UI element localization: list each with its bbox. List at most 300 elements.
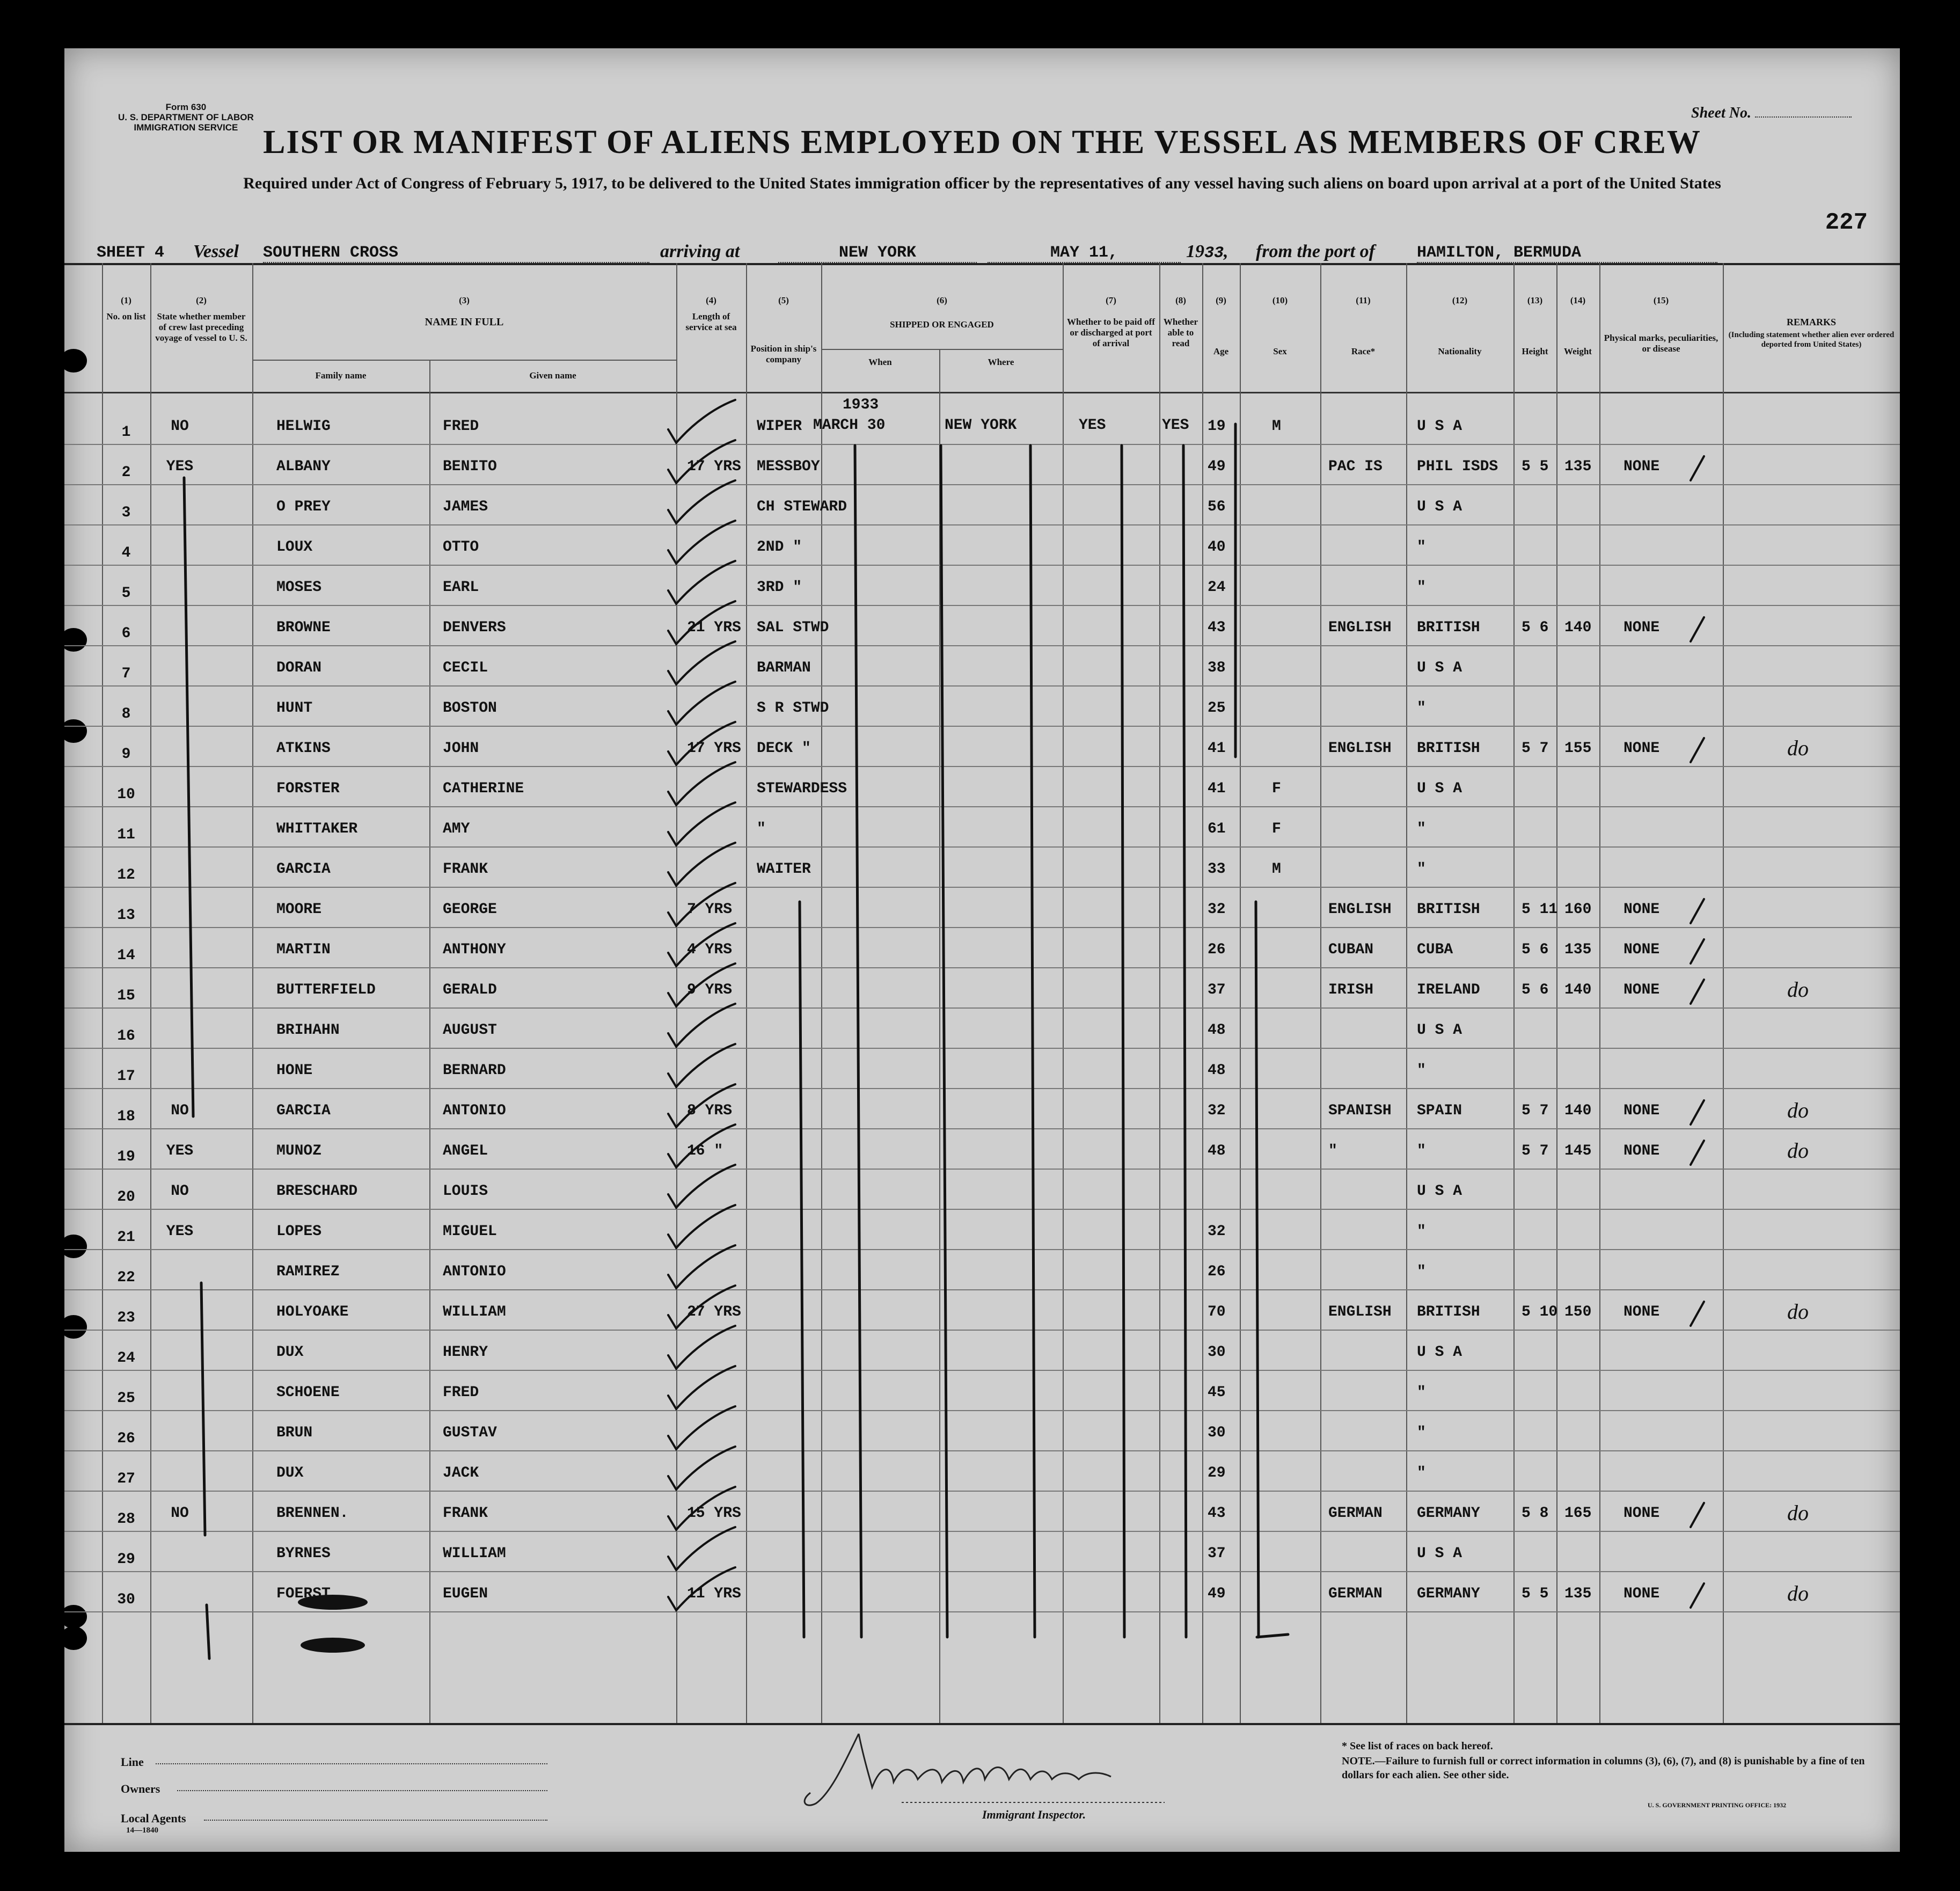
family-name-cell: DUX (276, 1465, 304, 1481)
agents-field (204, 1820, 547, 1821)
height-cell: 5 7 (1522, 1143, 1549, 1159)
prev-voyage-cell: NO (171, 418, 189, 435)
row-number: 20 (117, 1189, 135, 1206)
row-number: 30 (117, 1591, 135, 1608)
vessel-name: SOUTHERN CROSS (263, 244, 649, 263)
race-cell: SPANISH (1328, 1103, 1392, 1119)
position-cell: BARMAN (757, 660, 811, 676)
marks-cell: NONE (1623, 1143, 1660, 1159)
position-cell: 2ND " (757, 539, 802, 556)
slash-mark (1691, 899, 1704, 923)
nationality-cell: " (1417, 1143, 1426, 1159)
nationality-cell: " (1417, 1223, 1426, 1240)
given-name-cell: HENRY (443, 1344, 488, 1361)
slash-mark (1691, 1503, 1704, 1527)
slash-mark (1691, 617, 1704, 641)
row-number: 13 (117, 907, 135, 924)
check-mark (668, 1004, 735, 1047)
age-cell: 48 (1208, 1143, 1226, 1159)
service-cell: 17 YRS (687, 458, 741, 475)
check-mark (668, 641, 735, 684)
agents-label: Local Agents (121, 1812, 186, 1825)
check-mark (668, 561, 735, 604)
age-cell: 48 (1208, 1062, 1226, 1079)
position-cell: WIPER (757, 418, 802, 435)
col-header-remarks: REMARKS (1786, 317, 1836, 327)
age-cell: 32 (1208, 1223, 1226, 1240)
service-cell: 27 YRS (687, 1304, 741, 1320)
age-cell: 41 (1208, 740, 1226, 757)
sex-cell: F (1272, 780, 1281, 797)
col-header-marks: Physical marks, peculiarities, or disease (1604, 333, 1718, 354)
slash-mark (1691, 1302, 1704, 1326)
height-cell: 5 6 (1522, 619, 1549, 636)
col-header-where: Where (988, 357, 1014, 367)
height-cell: 5 7 (1522, 1103, 1549, 1119)
age-cell: 45 (1208, 1384, 1226, 1401)
family-name-cell: ALBANY (276, 458, 331, 475)
nationality-cell: U S A (1417, 1183, 1462, 1200)
owners-label: Owners (121, 1782, 160, 1795)
sex-cell: F (1272, 821, 1281, 837)
marks-cell: NONE (1623, 1505, 1660, 1522)
col-header-weight: Weight (1564, 346, 1592, 356)
nationality-cell: BRITISH (1417, 1304, 1480, 1320)
family-name-cell: LOUX (276, 539, 313, 556)
row-number: 29 (117, 1551, 135, 1568)
arriving-label: arriving at (660, 242, 740, 261)
weight-cell: 145 (1564, 1143, 1592, 1159)
given-name-cell: ANGEL (443, 1143, 488, 1159)
family-name-cell: SCHOENE (276, 1384, 340, 1401)
col-header-remarks-note: (Including statement whether alien ever ordered deported from United States) (1728, 331, 1895, 349)
manifest-sheet (64, 48, 1900, 1852)
family-name-cell: MUNOZ (276, 1143, 322, 1159)
slash-mark (1691, 738, 1704, 762)
race-cell: ENGLISH (1328, 1304, 1392, 1320)
age-cell: 56 (1208, 499, 1226, 515)
col-num: (5) (778, 295, 789, 305)
age-cell: 37 (1208, 982, 1226, 998)
family-name-cell: MOSES (276, 579, 322, 596)
service-cell: 7 YRS (687, 901, 733, 918)
check-mark (668, 1245, 735, 1288)
family-name-cell: DORAN (276, 660, 322, 676)
family-name-cell: FORSTER (276, 780, 340, 797)
remark-ditto: do (1787, 1098, 1809, 1122)
row-number: 3 (121, 505, 131, 521)
age-cell: 30 (1208, 1425, 1226, 1441)
nationality-cell: U S A (1417, 418, 1462, 435)
family-name-cell: DUX (276, 1344, 304, 1361)
weight-cell: 140 (1564, 619, 1592, 636)
race-cell: GERMAN (1328, 1505, 1383, 1522)
row-number: 14 (117, 947, 135, 964)
age-cell: 32 (1208, 901, 1226, 918)
slash-mark (1691, 1100, 1704, 1125)
height-cell: 5 6 (1522, 982, 1549, 998)
race-cell: GERMAN (1328, 1586, 1383, 1602)
given-name-cell: FRANK (443, 861, 488, 878)
family-name-cell: BROWNE (276, 619, 331, 636)
row-number: 25 (117, 1390, 135, 1407)
row-number: 17 (117, 1068, 135, 1085)
family-name-cell: HOLYOAKE (276, 1304, 349, 1320)
nationality-cell: " (1417, 1465, 1426, 1481)
weight-cell: 150 (1564, 1304, 1592, 1320)
check-mark (668, 843, 735, 886)
check-mark (668, 480, 735, 523)
from-port-label: from the port of (1256, 242, 1375, 261)
height-cell: 5 8 (1522, 1505, 1549, 1522)
arrival-date: MAY 11, (988, 244, 1181, 263)
nationality-cell: " (1417, 821, 1426, 837)
age-cell: 24 (1208, 579, 1226, 596)
family-name-cell: GARCIA (276, 1103, 331, 1119)
remark-ditto: do (1787, 1299, 1809, 1324)
nationality-cell: BRITISH (1417, 740, 1480, 757)
col-header-nationality: Nationality (1438, 346, 1482, 356)
nationality-cell: " (1417, 1425, 1426, 1441)
given-name-cell: GUSTAV (443, 1425, 497, 1441)
nationality-cell: BRITISH (1417, 619, 1480, 636)
family-name-cell: HUNT (276, 700, 313, 717)
check-mark (668, 521, 735, 564)
family-name-cell: O PREY (276, 499, 331, 515)
row-number: 21 (117, 1229, 135, 1246)
col-header-sex: Sex (1273, 346, 1287, 356)
age-cell: 49 (1208, 458, 1226, 475)
service-cell: 21 YRS (687, 619, 741, 636)
printing-office: U. S. GOVERNMENT PRINTING OFFICE: 1932 (1648, 1801, 1787, 1809)
col-num: (1) (121, 295, 131, 305)
shipped-where: NEW YORK (945, 417, 1017, 434)
prev-voyage-cell: NO (171, 1103, 189, 1119)
age-cell: 38 (1208, 660, 1226, 676)
family-name-cell: HONE (276, 1062, 313, 1079)
col-num: (10) (1272, 295, 1288, 305)
remark-ditto: do (1787, 1501, 1809, 1525)
weight-cell: 135 (1564, 941, 1592, 958)
given-name-cell: EARL (443, 579, 479, 596)
nationality-cell: U S A (1417, 1545, 1462, 1562)
age-cell: 19 (1208, 418, 1226, 435)
marks-cell: NONE (1623, 1304, 1660, 1320)
col-header-race: Race* (1351, 346, 1376, 356)
agency-line: IMMIGRATION SERVICE (134, 122, 238, 133)
col-header-no: No. on list (106, 311, 146, 322)
slash-mark (1691, 456, 1704, 480)
weight-cell: 155 (1564, 740, 1592, 757)
family-name-cell: GARCIA (276, 861, 331, 878)
nationality-cell: " (1417, 579, 1426, 596)
family-name-cell: LOPES (276, 1223, 322, 1240)
document-subtitle: Required under Act of Congress of February 5, 1917, to be delivered to the United States immigration officer by the representatives of any vessel having such aliens on board upon arrival at a port of the United States (243, 174, 1721, 192)
given-name-cell: CECIL (443, 660, 488, 676)
given-name-cell: OTTO (443, 539, 479, 556)
nationality-cell: " (1417, 1384, 1426, 1401)
col-header-height: Height (1522, 346, 1548, 356)
col-header-given: Given name (529, 370, 576, 381)
prev-voyage-cell: YES (166, 458, 194, 475)
footnote-races: * See list of races on back hereof. (1342, 1740, 1493, 1752)
position-cell: STEWARDESS (757, 780, 847, 797)
row-number: 16 (117, 1028, 135, 1045)
given-name-cell: BERNARD (443, 1062, 506, 1079)
age-cell: 40 (1208, 539, 1226, 556)
position-cell: SAL STWD (757, 619, 829, 636)
nationality-cell: " (1417, 1264, 1426, 1280)
given-name-cell: LOUIS (443, 1183, 488, 1200)
col-num: (4) (706, 295, 716, 305)
given-name-cell: WILLIAM (443, 1545, 506, 1562)
row-number: 22 (117, 1269, 135, 1286)
family-name-cell: MOORE (276, 901, 322, 918)
age-cell: 25 (1208, 700, 1226, 717)
weight-cell: 160 (1564, 901, 1592, 918)
position-cell: DECK " (757, 740, 811, 757)
slash-mark (1691, 1141, 1704, 1165)
given-name-cell: GERALD (443, 982, 497, 998)
footnote-penalty: NOTE.—Failure to furnish full or correct information in columns (3), (6), (7), and (8) is punishable by a fine of ten dollars for each alien. See other side. (1342, 1755, 1865, 1781)
slash-mark (1691, 980, 1704, 1004)
check-mark (668, 1044, 735, 1087)
given-name-cell: BENITO (443, 458, 497, 475)
family-name-cell: WHITTAKER (276, 821, 358, 837)
col-header-paid-off: Whether to be paid off or discharged at port of arrival (1066, 317, 1155, 348)
shipped-year: 1933 (843, 397, 879, 413)
age-cell: 70 (1208, 1304, 1226, 1320)
family-name-cell: BRENNEN. (276, 1505, 349, 1522)
from-port: HAMILTON, BERMUDA (1417, 244, 1717, 263)
prev-voyage-cell: NO (171, 1183, 189, 1200)
col-num: (3) (459, 295, 470, 305)
marks-cell: NONE (1623, 619, 1660, 636)
nationality-cell: U S A (1417, 499, 1462, 515)
check-mark (668, 1527, 735, 1570)
row-number: 27 (117, 1471, 135, 1487)
family-name-cell: HELWIG (276, 418, 331, 435)
given-name-cell: DENVERS (443, 619, 506, 636)
given-name-cell: ANTHONY (443, 941, 506, 958)
row-number: 5 (121, 585, 131, 602)
marks-cell: NONE (1623, 982, 1660, 998)
height-cell: 5 6 (1522, 941, 1549, 958)
given-name-cell: EUGEN (443, 1586, 488, 1602)
service-cell: 9 YRS (687, 982, 733, 998)
check-mark (668, 1205, 735, 1248)
col-header-name: NAME IN FULL (425, 316, 504, 328)
vessel-label: Vessel (193, 242, 239, 261)
position-cell: CH STEWARD (757, 499, 847, 515)
age-cell: 49 (1208, 1586, 1226, 1602)
slash-mark (1691, 939, 1704, 963)
inspector-label: Immigrant Inspector. (982, 1808, 1086, 1821)
agency-line: U. S. DEPARTMENT OF LABOR (118, 112, 254, 122)
marks-cell: NONE (1623, 458, 1660, 475)
sex-cell: M (1272, 861, 1281, 878)
nationality-cell: IRELAND (1417, 982, 1480, 998)
race-cell: " (1328, 1143, 1337, 1159)
marks-cell: NONE (1623, 941, 1660, 958)
weight-cell: 135 (1564, 1586, 1592, 1602)
col-num: (15) (1653, 295, 1669, 305)
age-cell: 43 (1208, 619, 1226, 636)
given-name-cell: FRED (443, 418, 479, 435)
row-number: 2 (121, 464, 131, 481)
race-cell: CUBAN (1328, 941, 1374, 958)
height-cell: 5 5 (1522, 458, 1549, 475)
nationality-cell: " (1417, 700, 1426, 717)
col-header-service: Length of service at sea (685, 311, 737, 332)
col-num: (9) (1216, 295, 1226, 305)
family-name-cell: MARTIN (276, 941, 331, 958)
col-num: (6) (937, 295, 947, 305)
col-header-when: When (868, 357, 892, 367)
weight-cell: 140 (1564, 982, 1592, 998)
given-name-cell: WILLIAM (443, 1304, 506, 1320)
marks-cell: NONE (1623, 1103, 1660, 1119)
col-header-position: Position in ship's company (750, 344, 817, 364)
row-number: 24 (117, 1350, 135, 1367)
sheet-number-label: Sheet No. (1691, 105, 1852, 122)
position-cell: S R STWD (757, 700, 829, 717)
check-mark (668, 1366, 735, 1409)
service-cell: 4 YRS (687, 941, 733, 958)
row-number: 8 (121, 706, 131, 722)
marks-cell: NONE (1623, 1586, 1660, 1602)
col-header-prev-voyage: State whether member of crew last preceding voyage of vessel to U. S. (155, 311, 247, 343)
row-number: 28 (117, 1511, 135, 1528)
remark-ditto: do (1787, 736, 1809, 760)
family-name-cell: RAMIREZ (276, 1264, 340, 1280)
row-number: 7 (121, 666, 131, 682)
nationality-cell: " (1417, 539, 1426, 556)
owners-field (177, 1790, 547, 1791)
check-mark (668, 1326, 735, 1369)
col-header-age: Age (1213, 346, 1229, 356)
col-header-shipped: SHIPPED OR ENGAGED (890, 319, 994, 330)
col-header-family: Family name (315, 370, 367, 381)
given-name-cell: ANTONIO (443, 1264, 506, 1280)
col-num: (12) (1452, 295, 1468, 305)
service-cell: 17 YRS (687, 740, 741, 757)
remark-ditto: do (1787, 977, 1809, 1002)
race-cell: IRISH (1328, 982, 1374, 998)
age-cell: 33 (1208, 861, 1226, 878)
service-cell: 15 YRS (687, 1505, 741, 1522)
family-name-cell: BRUN (276, 1425, 313, 1441)
given-name-cell: CATHERINE (443, 780, 524, 797)
prev-voyage-cell: YES (166, 1223, 194, 1240)
position-cell: MESSBOY (757, 458, 820, 475)
line-field (156, 1763, 547, 1764)
marks-cell: NONE (1623, 740, 1660, 757)
age-cell: 32 (1208, 1103, 1226, 1119)
age-cell: 48 (1208, 1022, 1226, 1039)
position-cell: 3RD " (757, 579, 802, 596)
race-cell: ENGLISH (1328, 740, 1392, 757)
family-name-cell: ATKINS (276, 740, 331, 757)
given-name-cell: FRED (443, 1384, 479, 1401)
col-num: (7) (1106, 295, 1116, 305)
form-code: 14—1840 (126, 1826, 158, 1835)
form-number: Form 630 (165, 102, 207, 112)
nationality-cell: " (1417, 861, 1426, 878)
check-mark (668, 1406, 735, 1449)
given-name-cell: FRANK (443, 1505, 488, 1522)
weight-cell: 165 (1564, 1505, 1592, 1522)
race-cell: ENGLISH (1328, 619, 1392, 636)
check-mark (668, 762, 735, 805)
row-number: 9 (121, 746, 131, 763)
col-header-read: Whether able to read (1163, 317, 1198, 348)
check-mark (668, 400, 735, 443)
stamp-number: 227 (1825, 209, 1868, 236)
slash-mark (1691, 1583, 1704, 1608)
age-cell: 43 (1208, 1505, 1226, 1522)
position-cell: WAITER (757, 861, 811, 878)
nationality-cell: " (1417, 1062, 1426, 1079)
marks-cell: NONE (1623, 901, 1660, 918)
weight-cell: 140 (1564, 1103, 1592, 1119)
height-cell: 5 7 (1522, 740, 1549, 757)
col-num: (11) (1356, 295, 1371, 305)
position-cell: " (757, 821, 766, 837)
given-name-cell: BOSTON (443, 700, 497, 717)
service-cell: 16 " (687, 1143, 723, 1159)
age-cell: 30 (1208, 1344, 1226, 1361)
check-mark (668, 1447, 735, 1490)
prev-voyage-cell: YES (166, 1143, 194, 1159)
nationality-cell: U S A (1417, 660, 1462, 676)
given-name-cell: JOHN (443, 740, 479, 757)
nationality-cell: BRITISH (1417, 901, 1480, 918)
race-cell: ENGLISH (1328, 901, 1392, 918)
service-cell: 11 YRS (687, 1586, 741, 1602)
weight-cell: 135 (1564, 458, 1592, 475)
row-number: 15 (117, 988, 135, 1004)
family-name-cell: FOERST (276, 1586, 331, 1602)
given-name-cell: JACK (443, 1465, 479, 1481)
document-title: LIST OR MANIFEST OF ALIENS EMPLOYED ON THE VESSEL AS MEMBERS OF CREW (263, 124, 1701, 160)
given-name-cell: GEORGE (443, 901, 497, 918)
col-num: (2) (196, 295, 207, 305)
check-mark (668, 802, 735, 845)
nationality-cell: GERMANY (1417, 1586, 1480, 1602)
nationality-cell: U S A (1417, 1344, 1462, 1361)
age-cell: 29 (1208, 1465, 1226, 1481)
height-cell: 5 11 (1522, 901, 1558, 918)
sex-cell: M (1272, 418, 1281, 435)
given-name-cell: AMY (443, 821, 470, 837)
prev-voyage-cell: NO (171, 1505, 189, 1522)
height-cell: 5 5 (1522, 1586, 1549, 1602)
family-name-cell: BYRNES (276, 1545, 331, 1562)
row-number: 4 (121, 545, 131, 561)
col-num: (13) (1527, 295, 1543, 305)
remark-ditto: do (1787, 1581, 1809, 1605)
check-mark (668, 1165, 735, 1208)
service-cell: 8 YRS (687, 1103, 733, 1119)
nationality-cell: PHIL ISDS (1417, 458, 1498, 475)
given-name-cell: JAMES (443, 499, 488, 515)
age-cell: 61 (1208, 821, 1226, 837)
race-cell: PAC IS (1328, 458, 1383, 475)
nationality-cell: CUBA (1417, 941, 1453, 958)
arriving-port: NEW YORK (778, 244, 977, 263)
paid-off: YES (1079, 417, 1106, 434)
